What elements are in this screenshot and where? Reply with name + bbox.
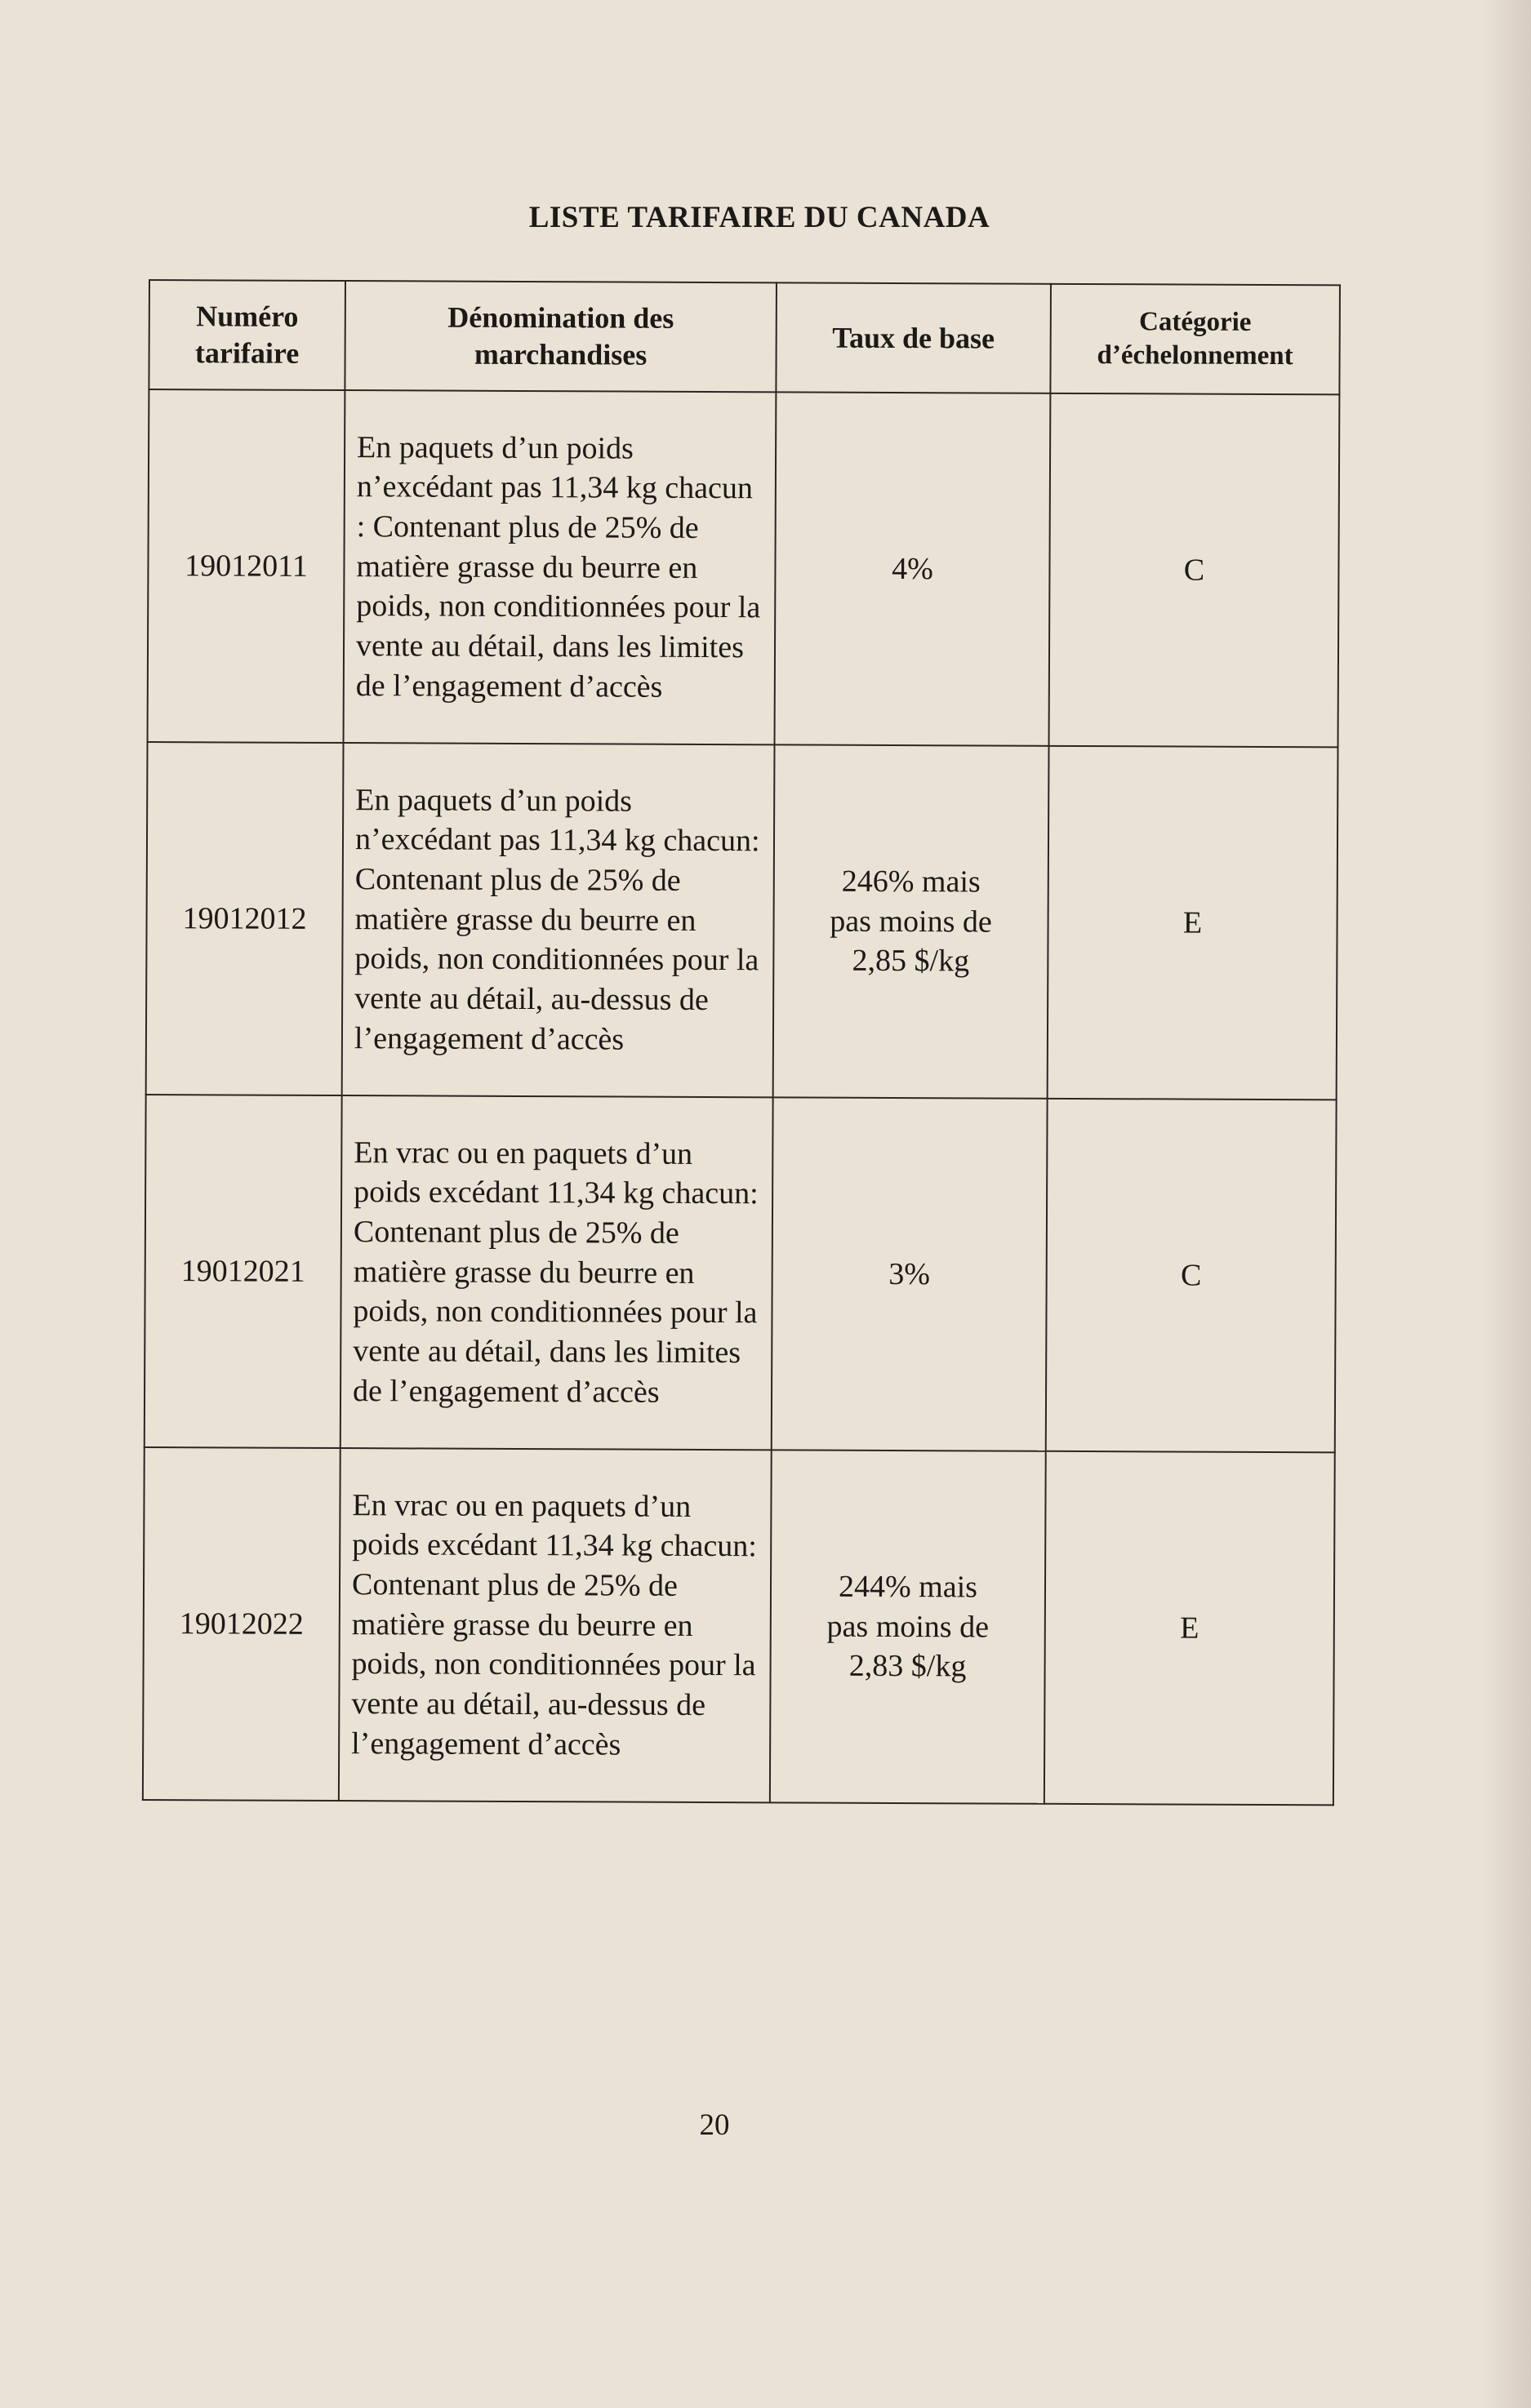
base-rate: 3% xyxy=(772,1097,1048,1451)
staging-category: C xyxy=(1049,393,1340,748)
table-header-row xyxy=(149,280,1340,394)
goods-description: En vrac ou en paquets d’un poids excédant 11,34 kg chacun: Contenant plus de 25% de matière grasse du beurre en poids, non conditionnées pour la vente au détail, dans les limites de l’engagement d’accès xyxy=(340,1095,773,1450)
table-row xyxy=(145,1095,1337,1452)
tariff-table xyxy=(142,279,1341,1806)
table-row xyxy=(146,742,1338,1100)
tariff-code: 19012022 xyxy=(143,1447,340,1801)
tariff-code: 19012011 xyxy=(148,389,345,743)
page-edge-shadow xyxy=(1482,0,1531,2408)
base-rate: 246% mais pas moins de 2,85 $/kg xyxy=(773,744,1049,1098)
header-category: Catégorie d’échelonnement xyxy=(1050,284,1340,395)
tariff-code: 19012021 xyxy=(145,1095,342,1448)
staging-category: E xyxy=(1044,1451,1335,1806)
header-rate: Taux de base xyxy=(776,282,1051,393)
goods-description: En vrac ou en paquets d’un poids excédant 11,34 kg chacun: Contenant plus de 25% de matière grasse du beurre en poids, non conditionnées pour la vente au détail, au-dessus de l’engagement d’accès xyxy=(339,1448,772,1802)
tariff-code: 19012012 xyxy=(146,742,344,1095)
table-row xyxy=(143,1447,1335,1805)
page-title: LISTE TARIFAIRE DU CANADA xyxy=(528,201,990,234)
goods-description: En paquets d’un poids n’excédant pas 11,34 kg chacun : Contenant plus de 25% de matière grasse du beurre en poids, non conditionnées pour la vente au détail, dans les limites de l’engagement d’accès xyxy=(344,390,777,744)
base-rate: 244% mais pas moins de 2,83 $/kg xyxy=(770,1450,1046,1803)
page-number: 20 xyxy=(699,2108,730,2142)
base-rate: 4% xyxy=(775,392,1051,745)
table-row xyxy=(148,389,1340,747)
staging-category: E xyxy=(1048,746,1338,1100)
header-description: Dénomination des marchandises xyxy=(345,281,777,392)
staging-category: C xyxy=(1046,1099,1337,1453)
header-code: Numéro tarifaire xyxy=(149,280,345,390)
goods-description: En paquets d’un poids n’excédant pas 11,34 kg chacun: Contenant plus de 25% de matière grasse du beurre en poids, non conditionnées pour la vente au détail, au-dessus de l’engagement d’accès xyxy=(342,743,775,1097)
